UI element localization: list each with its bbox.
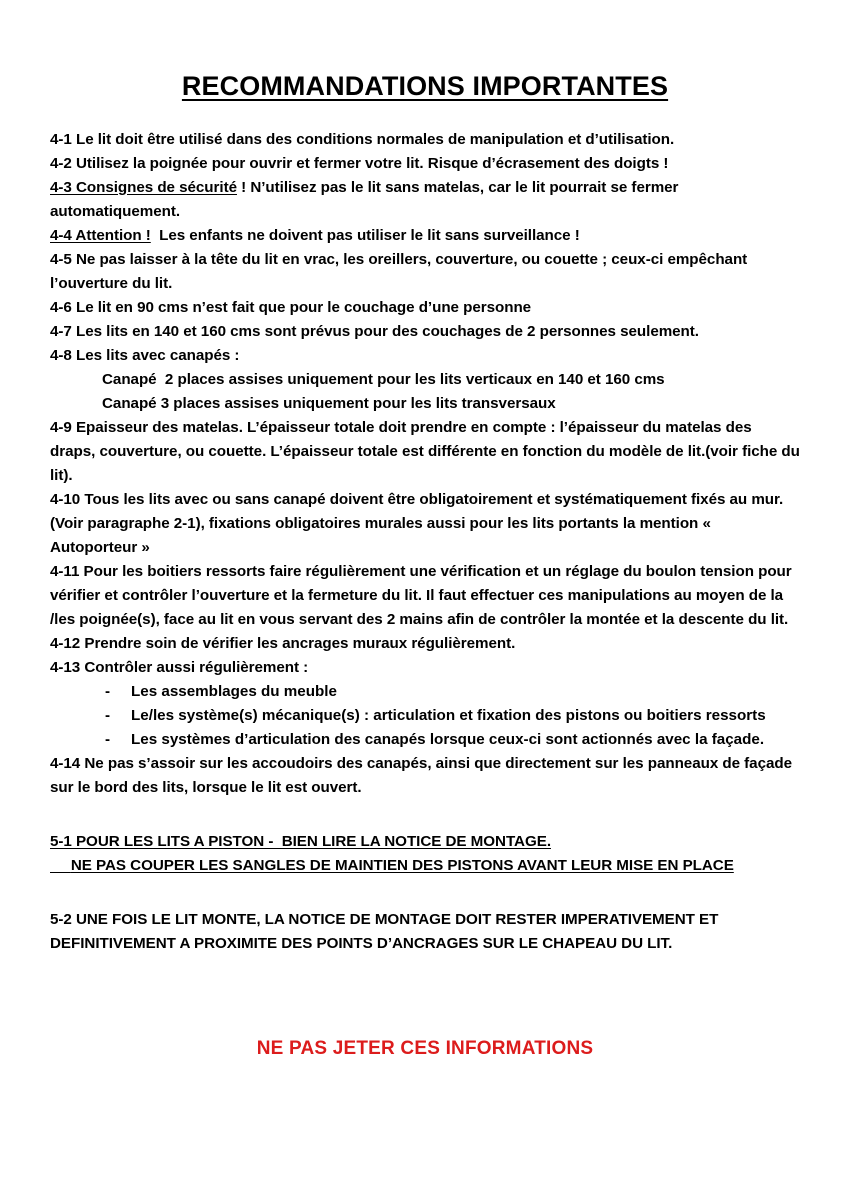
section-5-block <box>50 830 800 956</box>
paragraph-4-5: 4-5 Ne pas laisser à la tête du lit en vrac, les oreillers, couverture, ou couette ; ceux-ci empêchant l’ouverture du lit. <box>50 250 752 292</box>
paragraph-4-3 <box>50 176 800 224</box>
section-5-spacer <box>50 878 800 908</box>
paragraph-4-7: 4-7 Les lits en 140 et 160 cms sont prévus pour des couchages de 2 personnes seulement. <box>50 322 699 340</box>
list-item-label: Le/les système(s) mécanique(s) : articulation et fixation des pistons ou boitiers ressorts <box>131 706 766 724</box>
paragraph-4-14: 4-14 Ne pas s’assoir sur les accoudoirs des canapés, ainsi que directement sur les panneaux de façade sur le bord des lits, lorsque le lit est ouvert. <box>50 754 797 796</box>
page-title <box>50 0 800 102</box>
dash-bullet-icon: - <box>105 706 111 724</box>
dash-bullet-icon: - <box>105 730 111 748</box>
section-divider-spacer <box>50 800 800 830</box>
page-title-text: RECOMMANDATIONS IMPORTANTES <box>181 71 669 101</box>
footer-warning-notice: NE PAS JETER CES INFORMATIONS <box>256 1037 594 1059</box>
paragraph-5-2: 5-2 UNE FOIS LE LIT MONTE, LA NOTICE DE MONTAGE DOIT RESTER IMPERATIVEMENT ET DEFINITIVEMENT A PROXIMITE DES POINTS D’ANCRAGES SUR LE CHAPEAU DU LIT. <box>50 910 723 952</box>
paragraph-4-9: 4-9 Epaisseur des matelas. L’épaisseur totale doit prendre en compte : l’épaisseur du matelas des draps, couverture, ou couette. L’épaisseur totale est différente en fonction du modèle de lit.(voir fiche du lit). <box>50 418 805 484</box>
paragraph-5-1-line-1-text: 5-1 POUR LES LITS A PISTON - BIEN LIRE LA NOTICE DE MONTAGE. <box>50 832 551 850</box>
paragraph-4-8: 4-8 Les lits avec canapés : <box>50 346 240 364</box>
paragraph-4-4-heading: 4-4 Attention ! <box>50 226 151 244</box>
paragraph-4-4 <box>50 224 800 248</box>
canape-line-2: Canapé 3 places assises uniquement pour les lits transversaux <box>102 394 556 412</box>
paragraph-4-3-body: ! N’utilisez pas le lit sans matelas, car le lit pourrait se fermer automatiquement. <box>50 178 683 220</box>
paragraph-4-4-body: Les enfants ne doivent pas utiliser le lit sans surveillance ! <box>150 226 580 244</box>
footer-spacer <box>50 956 800 1006</box>
paragraph-4-12: 4-12 Prendre soin de vérifier les ancrages muraux régulièrement. <box>50 634 516 652</box>
paragraph-4-3-heading: 4-3 Consignes de sécurité <box>50 178 237 196</box>
paragraph-4-10: 4-10 Tous les lits avec ou sans canapé doivent être obligatoirement et systématiquement fixés au mur. (Voir paragraphe 2-1), fixations obligatoires murales aussi pour les lits portants la mention « Autoporteur » <box>50 490 788 556</box>
list-item-label: Les systèmes d’articulation des canapés lorsque ceux-ci sont actionnés avec la façade. <box>131 730 765 748</box>
list-item-label: Les assemblages du meuble <box>131 682 337 700</box>
paragraph-4-13: 4-13 Contrôler aussi régulièrement : <box>50 658 309 676</box>
paragraph-5-1-line-2-text: NE PAS COUPER LES SANGLES DE MAINTIEN DES PISTONS AVANT LEUR MISE EN PLACE <box>50 856 734 874</box>
list-item <box>50 728 800 752</box>
footer-spacer-2 <box>50 1006 800 1036</box>
list-item <box>50 680 800 704</box>
paragraph-4-6: 4-6 Le lit en 90 cms n’est fait que pour le couchage d’une personne <box>50 298 532 316</box>
list-item <box>50 704 800 728</box>
dash-bullet-icon: - <box>105 682 111 700</box>
paragraph-4-1: 4-1 Le lit doit être utilisé dans des conditions normales de manipulation et d’utilisation. <box>50 130 675 148</box>
paragraph-5-1-line-1 <box>50 830 800 854</box>
paragraph-4-2: 4-2 Utilisez la poignée pour ouvrir et fermer votre lit. Risque d’écrasement des doigts ! <box>50 154 669 172</box>
section-4-block <box>50 128 805 800</box>
paragraph-4-11: 4-11 Pour les boitiers ressorts faire régulièrement une vérification et un réglage du boulon tension pour vérifier et contrôler l’ouverture et la fermeture du lit. Il faut effectuer ces manipulations au moyen de la /les poignée(s), face au lit en vous servant des 2 mains afin de contrôler la montée et la descente du lit. <box>50 562 796 628</box>
paragraph-5-1-line-2 <box>50 854 800 878</box>
canape-line-1: Canapé 2 places assises uniquement pour les lits verticaux en 140 et 160 cms <box>102 370 665 388</box>
